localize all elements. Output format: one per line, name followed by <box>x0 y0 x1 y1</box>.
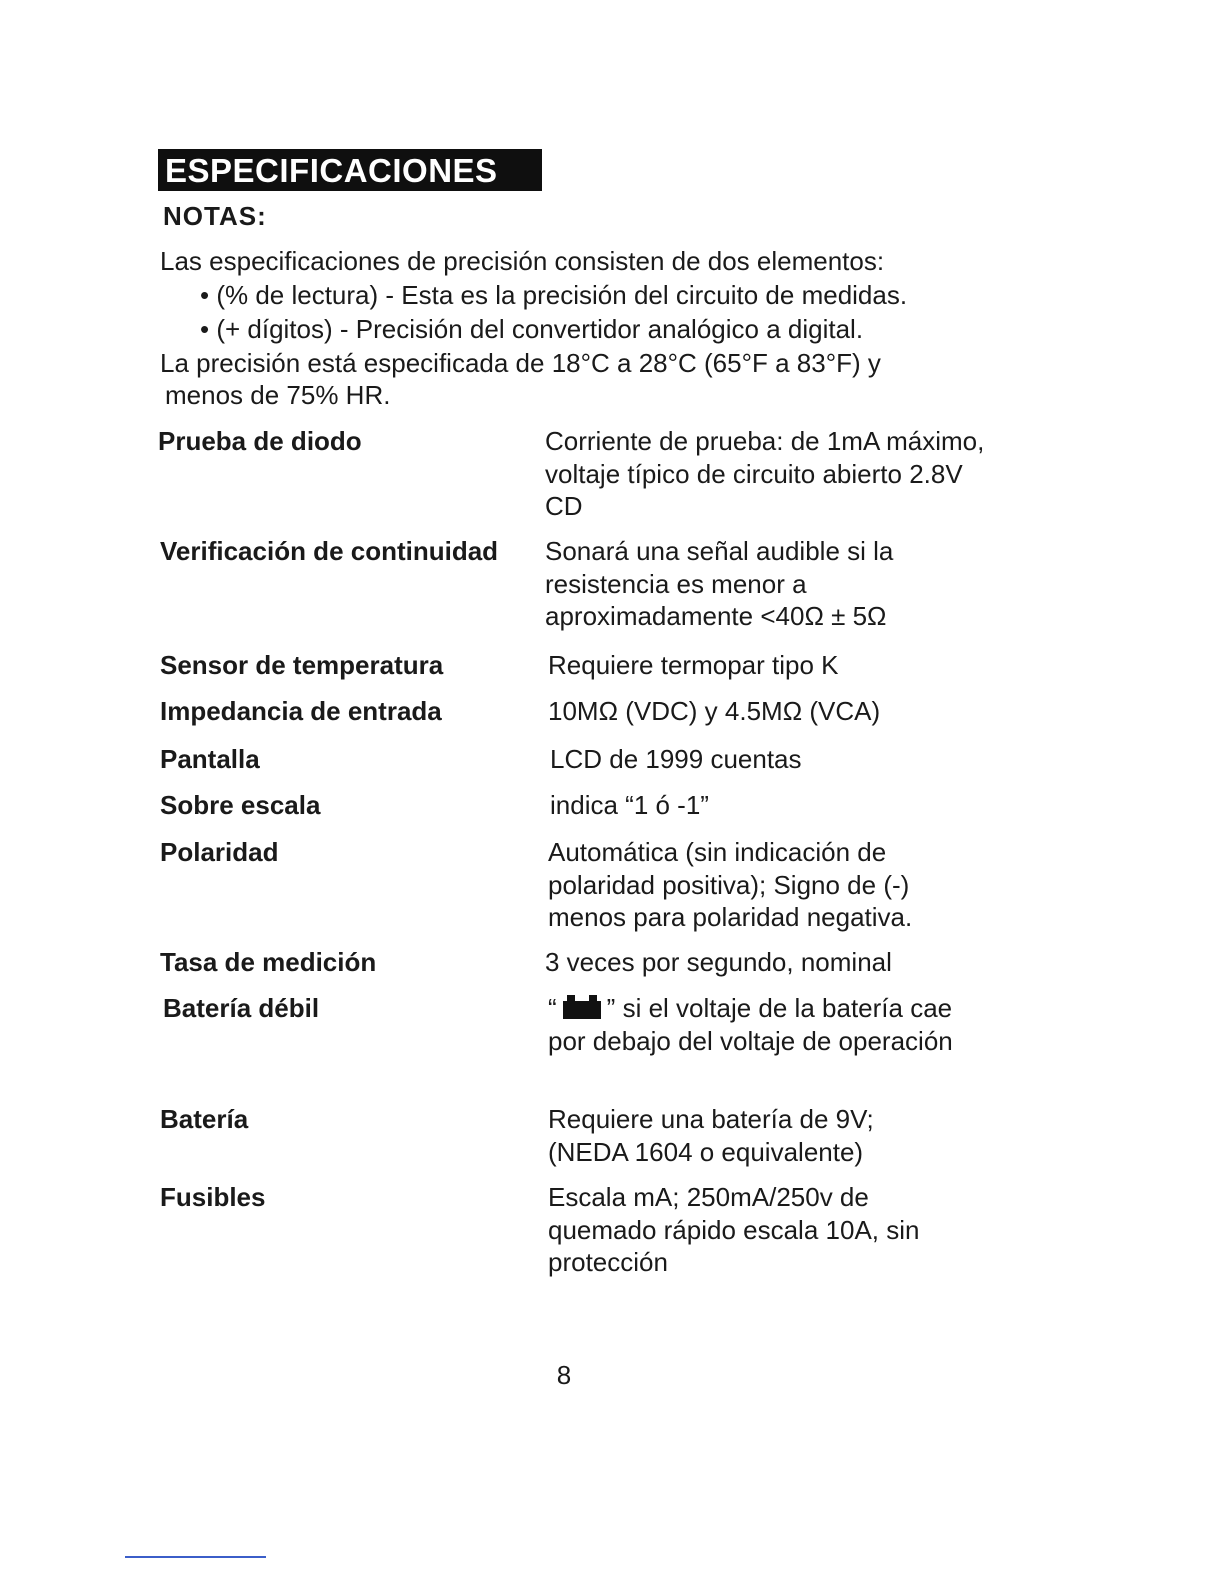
spec-value-measurement-rate: 3 veces por segundo, nominal <box>545 947 892 977</box>
notes-bullet-digits: • (+ dígitos) - Precisión del convertidor analógico a digital. <box>200 314 864 344</box>
spec-value-over-range: indica “1 ó -1” <box>550 790 709 820</box>
open-quote: “ <box>548 993 557 1023</box>
spec-value-battery: Requiere una batería de 9V; (NEDA 1604 o equivalente) <box>548 1104 874 1167</box>
spec-label-polarity: Polaridad <box>160 837 279 867</box>
spec-label-fuses: Fusibles <box>160 1182 266 1212</box>
spec-value-temperature: Requiere termopar tipo K <box>548 650 839 680</box>
spec-label-battery: Batería <box>160 1104 249 1134</box>
page-number: 8 <box>556 1360 572 1390</box>
footer-rule <box>125 1556 266 1558</box>
spec-value-low-battery <box>548 992 958 1057</box>
spec-label-continuity: Verificación de continuidad <box>160 536 499 566</box>
spec-label-display: Pantalla <box>160 744 260 774</box>
notes-precision-line1: La precisión está especificada de 18°C a 28°C (65°F a 83°F) y <box>160 348 881 378</box>
spec-label-input-impedance: Impedancia de entrada <box>160 696 442 726</box>
close-quote: ” <box>606 993 616 1023</box>
battery-icon <box>563 995 601 1019</box>
low-battery-text: si el voltaje de la batería cae por debajo del voltaje de operación <box>548 993 953 1056</box>
spec-label-temperature: Sensor de temperatura <box>160 650 444 680</box>
spec-label-diode-test: Prueba de diodo <box>158 426 362 456</box>
spec-value-input-impedance: 10MΩ (VDC) y 4.5MΩ (VCA) <box>548 696 881 726</box>
spec-value-display: LCD de 1999 cuentas <box>550 744 802 774</box>
spec-value-continuity: Sonará una señal audible si la resistencia es menor a aproximadamente <40Ω ± 5Ω <box>545 536 894 631</box>
notes-precision-line2: menos de 75% HR. <box>165 380 391 410</box>
spec-label-measurement-rate: Tasa de medición <box>160 947 377 977</box>
spec-label-low-battery: Batería débil <box>163 993 320 1023</box>
spec-value-fuses: Escala mA; 250mA/250v de quemado rápido escala 10A, sin protección <box>548 1182 920 1277</box>
notes-bullet-reading: • (% de lectura) - Esta es la precisión del circuito de medidas. <box>200 280 908 310</box>
notes-intro: Las especificaciones de precisión consisten de dos elementos: <box>160 246 885 276</box>
section-title: ESPECIFICACIONES <box>158 149 542 191</box>
spec-label-over-range: Sobre escala <box>160 790 321 820</box>
spec-value-polarity: Automática (sin indicación de polaridad positiva); Signo de (-) menos para polaridad negativa. <box>548 837 913 932</box>
notes-title: NOTAS: <box>163 201 267 231</box>
spec-value-diode-test: Corriente de prueba: de 1mA máximo, voltaje típico de circuito abierto 2.8V CD <box>545 426 985 521</box>
